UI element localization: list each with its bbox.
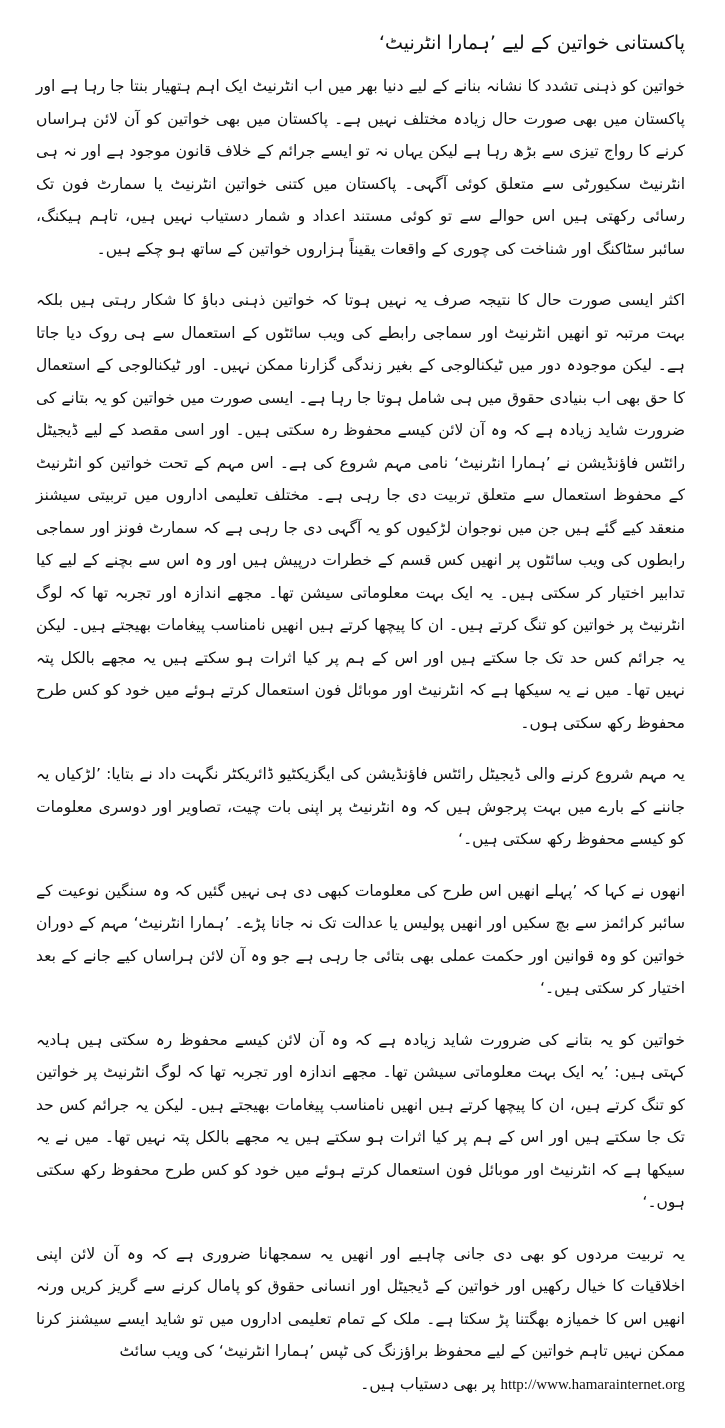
website-link[interactable]: http://www.hamarainternet.org — [500, 1376, 685, 1393]
paragraph-6: یہ تربیت مردوں کو بھی دی جانی چاہیے اور انھیں یہ سمجھانا ضروری ہے کہ وہ آن لائن اپنی اخلاقیات کا خیال رکھیں اور خواتین کے ڈیجیٹل اور انسانی حقوق کو پامال کرنے سے گریز کریں ورنہ انھیں اس کا خمیازہ بھگتنا پڑ سکتا ہے۔ ملک کے تمام تعلیمی اداروں میں تو شاید ایسے سیشنز کرنا ممکن نہیں تاہم خواتین کے لیے محفوظ براؤزنگ کی ٹپس ’ہمارا انٹرنیٹ‘ کی ویب سائٹ — [36, 1244, 685, 1360]
paragraph-5: خواتین کو یہ بتانے کی ضرورت شاید زیادہ ہے کہ وہ آن لائن کیسے محفوظ رہ سکتی ہیں ہادیہ کہتی ہیں: ’یہ ایک بہت معلوماتی سیشن تھا۔ مجھے اندازہ اور تجربہ تھا کہ لوگ انٹرنیٹ پر خواتین کو تنگ کرتے ہیں، ان کا پیچھا کرتے ہیں انھیں نامناسب پیغامات بھیجتے ہیں۔ لیکن یہ جرائم کس حد تک جا سکتے ہیں اور اس کے ہم پر کیا اثرات ہو سکتے ہیں یہ مجھے بالکل پتہ نہیں تھا۔ میں نے یہ سیکھا ہے کہ انٹرنیٹ اور موبائل فون استعمال کرتے ہوئے میں خود کو کس طرح محفوظ رکھ سکتی ہوں۔‘ — [36, 1030, 685, 1211]
paragraph-1: خواتین کو ذہنی تشدد کا نشانہ بنانے کے لیے دنیا بھر میں اب انٹرنیٹ ایک اہم ہتھیار بنتا جا رہا ہے اور پاکستان میں بھی صورت حال زیادہ مختلف نہیں ہے۔ پاکستان میں بھی خواتین کو آن لائن ہراساں کرنے کا رواج تیزی سے بڑھ رہا ہے لیکن یہاں نہ تو ایسے جرائم کے خلاف قانون موجود ہے اور نہ ہی انٹرنیٹ سکیورٹی سے متعلق کوئی آگہی۔ پاکستان میں کتنی خواتین انٹرنیٹ یا سمارٹ فون تک رسائی رکھتی ہیں اس حوالے سے تو کوئی مستند اعداد و شمار دستیاب نہیں ہیں، تاہم ہیکنگ، سائبر سٹاکنگ اور شناخت کی چوری کے واقعات یقیناً ہزاروں خواتین کے ساتھ ہو چکے ہیں۔ — [36, 77, 685, 258]
paragraph-4: انھوں نے کہا کہ ’پہلے انھیں اس طرح کی معلومات کبھی دی ہی نہیں گئیں کہ وہ سنگین نوعیت کے سائبر کرائمز سے بچ سکیں اور انھیں پولیس یا عدالت تک نہ جانا پڑے۔ ’ہمارا انٹرنیٹ‘ مہم کے دوران خواتین کو وہ قوانین اور حکمت عملی بھی بتائی جا رہی ہے جو وہ آن لائن ہراساں کیے جانے کے بعد اختیار کر سکتی ہیں۔‘ — [36, 881, 685, 997]
paragraph-2: اکثر ایسی صورت حال کا نتیجہ صرف یہ نہیں ہوتا کہ خواتین ذہنی دباؤ کا شکار رہتی ہیں بلکہ بہت مرتبہ تو انھیں انٹرنیٹ اور سماجی رابطے کی ویب سائٹوں کے استعمال سے ہی روک دیا جاتا ہے۔ لیکن موجودہ دور میں ٹیکنالوجی کے بغیر زندگی گزارنا ممکن نہیں۔ اور ٹیکنالوجی کے استعمال کا حق بھی اب بنیادی حقوق میں ہی شامل ہوتا جا رہا ہے۔ ایسی صورت میں خواتین کو یہ بتانے کی ضرورت شاید زیادہ ہے کہ وہ آن لائن کیسے محفوظ رہ سکتی ہیں۔ اور اسی مقصد کے لیے ڈیجیٹل رائٹس فاؤنڈیشن نے ’ہمارا انٹرنیٹ‘ نامی مہم شروع کی ہے۔ اس مہم کے تحت خواتین کو انٹرنیٹ کے محفوظ استعمال سے متعلق تربیت دی جا رہی ہے۔ مختلف تعلیمی اداروں میں تربیتی سیشنز منعقد کیے گئے ہیں جن میں نوجوان لڑکیوں کو یہ آگہی دی جا رہی ہے کہ سمارٹ فونز اور سماجی رابطوں کی ویب سائٹوں پر انھیں کس قسم کے خطرات درپیش ہیں اور وہ اس سے بچنے کے لیے کیا تدابیر اختیار کر سکتی ہیں۔ یہ ایک بہت معلوماتی سیشن تھا۔ مجھے اندازہ اور تجربہ تھا کہ لوگ انٹرنیٹ پر خواتین کو تنگ کرتے ہیں۔ ان کا پیچھا کرتے ہیں انھیں نامناسب پیغامات بھیجتے ہیں۔ لیکن یہ جرائم کس حد تک جا سکتے ہیں اور اس کے ہم پر کیا اثرات ہو سکتے ہیں یہ مجھے بالکل پتہ نہیں تھا۔ میں نے یہ سیکھا ہے کہ انٹرنیٹ اور موبائل فون استعمال کرتے ہوئے میں خود کو کس طرح محفوظ رکھ سکتی ہوں۔ — [36, 291, 685, 732]
closing-line — [36, 1368, 685, 1402]
closing-line-text: پر بھی دستیاب ہیں۔ — [360, 1374, 501, 1393]
paragraph-3: یہ مہم شروع کرنے والی ڈیجیٹل رائٹس فاؤنڈیشن کی ایگزیکٹیو ڈائریکٹر نگہت داد نے بتایا: ’لڑکیاں یہ جاننے کے بارے میں بہت پرجوش ہیں کہ وہ انٹرنیٹ پر اپنی بات چیت، تصاویر اور دوسری معلومات کو کیسے محفوظ رکھ سکتی ہیں۔‘ — [36, 765, 685, 848]
article-title: پاکستانی خواتین کے لیے ’ہمارا انٹرنیٹ‘ — [379, 32, 685, 54]
